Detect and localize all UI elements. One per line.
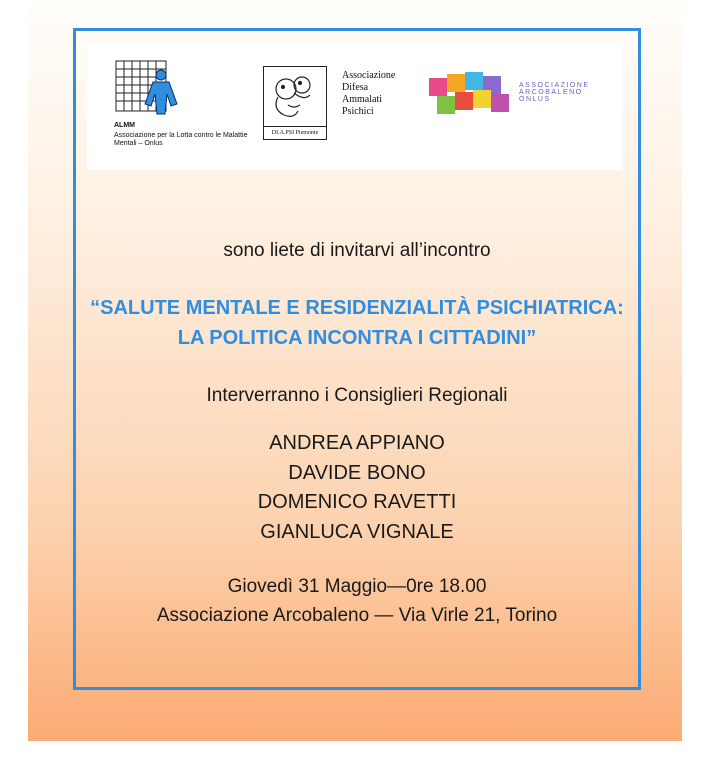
faces-icon [264,67,326,125]
almm-logo-icon [115,60,181,116]
arcobaleno-cubes-icon [423,68,517,118]
almm-name: ALMM [114,122,135,129]
diapsi-line: Psichici [342,106,374,117]
diapsi-line: Associazione [342,70,396,81]
speaker-name: ANDREA APPIANO [269,432,445,454]
diapsi-label: DI.A.PSI Piemonte [264,126,326,139]
arcobaleno-text [519,82,619,103]
speaker-name: GIANLUCA VIGNALE [260,521,454,543]
event-date-time: Giovedì 31 Maggio—0re 18.00 [227,576,487,597]
almm-description: Associazione per la Lotta contro le Malattie Mentali – Onlus [114,132,248,147]
arcobaleno-line: ONLUS [519,96,551,103]
diapsi-line: Difesa [342,82,369,93]
diapsi-logo [263,66,327,140]
diapsi-line: Ammalati [342,94,382,105]
invitation-intro: sono liete di invitarvi all’incontro [223,240,491,261]
logos-banner [87,42,622,170]
diapsi-text [342,70,422,118]
arcobaleno-line: ARCOBALENO [519,89,583,96]
speakers-intro: Interverranno i Consiglieri Regionali [206,385,508,406]
event-title-line2: LA POLITICA INCONTRA I CITTADINI” [177,327,537,349]
arcobaleno-line: ASSOCIAZIONE [519,82,590,89]
event-location: Associazione Arcobaleno — Via Virle 21, Torino [156,605,558,626]
event-title-line1: “SALUTE MENTALE E RESIDENZIALITÀ PSICHIATRICA: [90,297,624,319]
speaker-name: DOMENICO RAVETTI [257,491,457,513]
speaker-name: DAVIDE BONO [288,462,426,484]
